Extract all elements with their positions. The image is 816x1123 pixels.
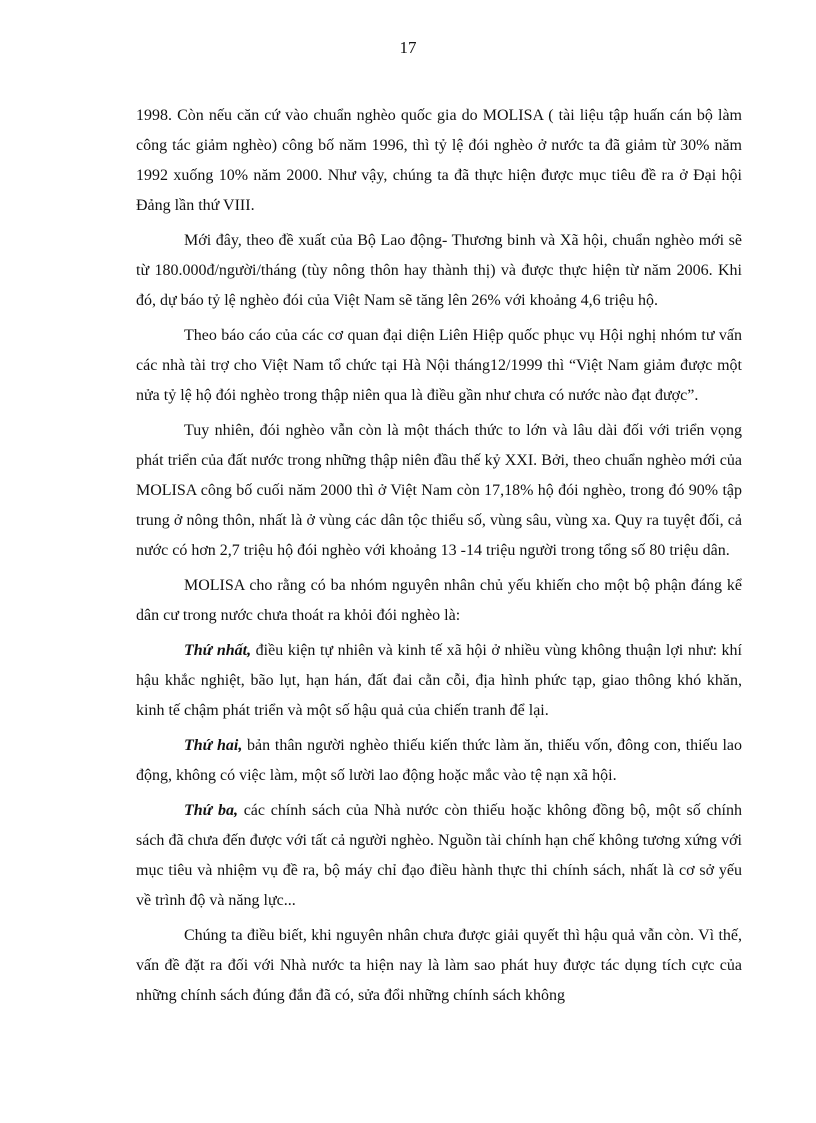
paragraph-text: MOLISA cho rằng có ba nhóm nguyên nhân chủ yếu khiến cho một bộ phận đáng kể dân cư trong nước chưa thoát ra khỏi đói nghèo là: (136, 577, 742, 624)
page-number: 17 (399, 38, 417, 57)
paragraph-text: điều kiện tự nhiên và kinh tế xã hội ở nhiều vùng không thuận lợi như: khí hậu khắc nghiệt, bão lụt, hạn hán, đất đai cằn cỗi, địa hình phức tạp, giao thông khó khăn, kinh tế chậm phát triển và một số hậu quả của chiến tranh để lại. (136, 642, 742, 719)
paragraph-lead: Thứ hai, (184, 737, 243, 754)
paragraph-cause-first (136, 636, 742, 726)
paragraph-conclusion (136, 921, 742, 1011)
paragraph-text: Chúng ta điều biết, khi nguyên nhân chưa được giải quyết thì hậu quả vẫn còn. Vì thế, vấn đề đặt ra đối với Nhà nước ta hiện nay là làm sao phát huy được tác dụng tích cực của những chính sách đúng đắn đã có, sửa đổi những chính sách không (136, 927, 742, 1004)
paragraph-cause-third (136, 796, 742, 916)
paragraph-text: bản thân người nghèo thiếu kiến thức làm ăn, thiếu vốn, đông con, thiếu lao động, không có việc làm, một số lười lao động hoặc mắc vào tệ nạn xã hội. (136, 737, 742, 784)
paragraph-continuation (136, 101, 742, 221)
paragraph-un-report (136, 321, 742, 411)
paragraph-lead: Thứ nhất, (184, 642, 252, 659)
paragraph-text: Tuy nhiên, đói nghèo vẫn còn là một thách thức to lớn và lâu dài đối với triển vọng phát triển của đất nước trong những thập niên đầu thế kỷ XXI. Bởi, theo chuẩn nghèo mới của MOLISA công bố cuối năm 2000 thì ở Việt Nam còn 17,18% hộ đói nghèo, trong đó 90% tập trung ở nông thôn, nhất là ở vùng các dân tộc thiểu số, vùng sâu, vùng xa. Quy ra tuyệt đối, cả nước có hơn 2,7 triệu hộ đói nghèo với khoảng 13 -14 triệu người trong tổng số 80 triệu dân. (136, 422, 742, 559)
document-body (136, 101, 742, 1016)
paragraph-causes-intro (136, 571, 742, 631)
paragraph-new-poverty-standard (136, 226, 742, 316)
paragraph-poverty-challenge (136, 416, 742, 566)
paragraph-text: Theo báo cáo của các cơ quan đại diện Liên Hiệp quốc phục vụ Hội nghị nhóm tư vấn các nhà tài trợ cho Việt Nam tổ chức tại Hà Nội tháng12/1999 thì “Việt Nam giảm được một nửa tỷ lệ hộ đói nghèo trong thập niên qua là điều gần như chưa có nước nào đạt được”. (136, 327, 742, 404)
paragraph-text: các chính sách của Nhà nước còn thiếu hoặc không đồng bộ, một số chính sách đã chưa đến được với tất cả người nghèo. Nguồn tài chính hạn chế không tương xứng với mục tiêu và nhiệm vụ đề ra, bộ máy chỉ đạo điều hành thực thi chính sách, nhất là cơ sở yếu về trình độ và năng lực... (136, 802, 742, 909)
paragraph-lead: Thứ ba, (184, 802, 238, 819)
paragraph-text: Mới đây, theo đề xuất của Bộ Lao động- Thương binh và Xã hội, chuẩn nghèo mới sẽ từ 180.000đ/người/tháng (tùy nông thôn hay thành thị) và được thực hiện từ năm 2006. Khi đó, dự báo tỷ lệ nghèo đói của Việt Nam sẽ tăng lên 26% với khoảng 4,6 triệu hộ. (136, 232, 742, 309)
paragraph-cause-second (136, 731, 742, 791)
paragraph-text: 1998. Còn nếu căn cứ vào chuẩn nghèo quốc gia do MOLISA ( tài liệu tập huấn cán bộ làm công tác giảm nghèo) công bố năm 1996, thì tỷ lệ đói nghèo ở nước ta đã giảm từ 30% năm 1992 xuống 10% năm 2000. Như vậy, chúng ta đã thực hiện được mục tiêu đề ra ở Đại hội Đảng lần thứ VIII. (136, 107, 742, 214)
